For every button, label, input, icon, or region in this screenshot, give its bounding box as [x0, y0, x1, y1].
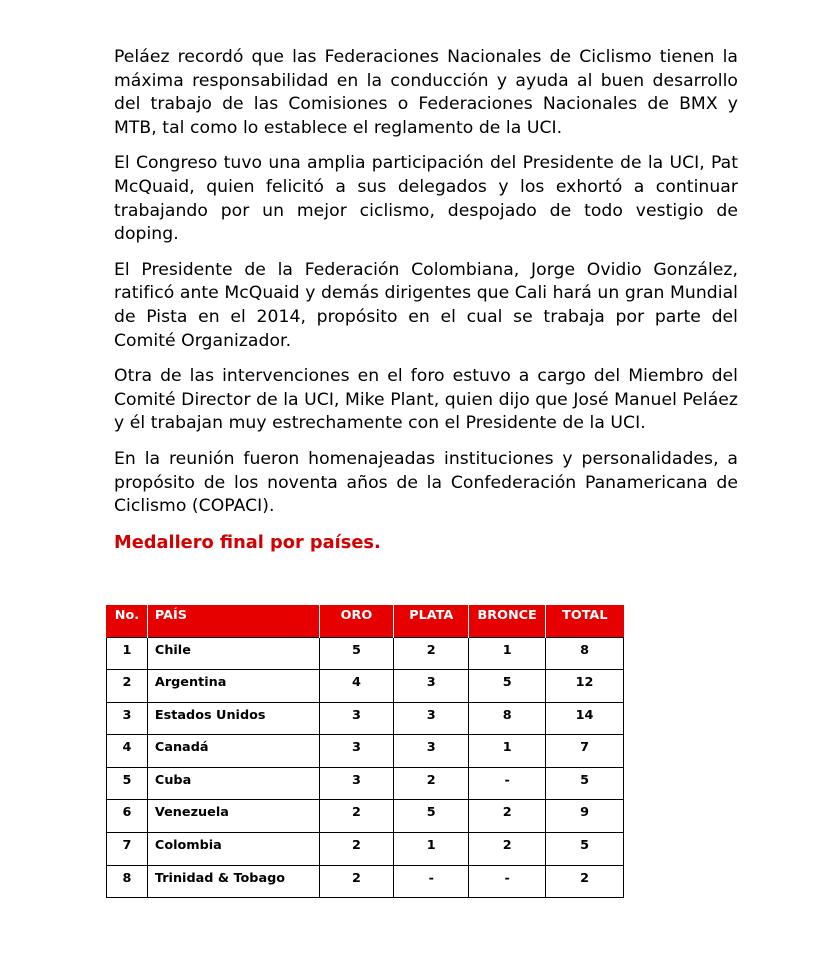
cell-total: 5: [546, 767, 624, 800]
medal-table: [106, 605, 624, 898]
header-plata: PLATA: [394, 605, 469, 637]
table-row: [107, 767, 624, 800]
header-total: TOTAL: [546, 605, 624, 637]
cell-plata: 3: [394, 735, 469, 768]
cell-bronce: 2: [469, 800, 546, 833]
cell-pais: Estados Unidos: [147, 702, 319, 735]
section-title: Medallero final por países.: [114, 531, 381, 553]
cell-oro: 3: [319, 702, 394, 735]
cell-bronce: 8: [469, 702, 546, 735]
cell-pais: Chile: [147, 637, 319, 670]
cell-pais: Venezuela: [147, 800, 319, 833]
header-bronce: BRONCE: [469, 605, 546, 637]
cell-bronce: 1: [469, 637, 546, 670]
header-pais: PAÍS: [147, 605, 319, 637]
paragraph-4: Otra de las intervenciones en el foro estuvo a cargo del Miembro del Comité Director de la UCI, Mike Plant, quien dijo que José Manuel Peláez y él trabajan muy estrechamente con el Presidente de la UCI.: [114, 366, 738, 434]
cell-no: 7: [107, 833, 148, 866]
cell-pais: Argentina: [147, 670, 319, 703]
cell-oro: 5: [319, 637, 394, 670]
cell-no: 4: [107, 735, 148, 768]
cell-pais: Canadá: [147, 735, 319, 768]
cell-total: 5: [546, 833, 624, 866]
cell-plata: 3: [394, 702, 469, 735]
table-row: [107, 670, 624, 703]
cell-plata: 2: [394, 767, 469, 800]
header-oro: ORO: [319, 605, 394, 637]
header-no: No.: [107, 605, 148, 637]
cell-bronce: 5: [469, 670, 546, 703]
cell-oro: 2: [319, 800, 394, 833]
table-row: [107, 833, 624, 866]
cell-total: 2: [546, 865, 624, 898]
cell-no: 1: [107, 637, 148, 670]
cell-no: 8: [107, 865, 148, 898]
table-row: [107, 865, 624, 898]
cell-no: 2: [107, 670, 148, 703]
cell-oro: 2: [319, 865, 394, 898]
cell-total: 8: [546, 637, 624, 670]
cell-bronce: 2: [469, 833, 546, 866]
table-header-row: [107, 605, 624, 637]
paragraph-3: El Presidente de la Federación Colombiana, Jorge Ovidio González, ratificó ante McQuaid y demás dirigentes que Cali hará un gran Mundial de Pista en el 2014, propósito en el cual se trabaja por parte del Comité Organizador.: [114, 259, 738, 351]
article-body: [114, 46, 738, 555]
cell-pais: Trinidad & Tobago: [147, 865, 319, 898]
cell-plata: 3: [394, 670, 469, 703]
cell-no: 6: [107, 800, 148, 833]
paragraph-5: En la reunión fueron homenajeadas instituciones y personalidades, a propósito de los noventa años de la Confederación Panamericana de Ciclismo (COPACI).: [114, 448, 738, 517]
cell-pais: Colombia: [147, 833, 319, 866]
cell-plata: 5: [394, 800, 469, 833]
cell-total: 7: [546, 735, 624, 768]
cell-plata: -: [394, 865, 469, 898]
cell-bronce: -: [469, 865, 546, 898]
table-row: [107, 800, 624, 833]
paragraph-1: Peláez recordó que las Federaciones Nacionales de Ciclismo tienen la máxima responsabilidad en la conducción y ayuda al buen desarrollo del trabajo de las Comisiones o Federaciones Nacionales de BMX y MTB, tal como lo establece el reglamento de la UCI.: [114, 47, 738, 138]
cell-total: 9: [546, 800, 624, 833]
cell-bronce: 1: [469, 735, 546, 768]
paragraph-2: El Congreso tuvo una amplia participación del Presidente de la UCI, Pat McQuaid, quien felicitó a sus delegados y los exhortó a continuar trabajando por un mejor ciclismo, despojado de todo vestigio de doping.: [114, 153, 738, 245]
table-row: [107, 735, 624, 768]
cell-oro: 4: [319, 670, 394, 703]
cell-oro: 3: [319, 767, 394, 800]
cell-plata: 1: [394, 833, 469, 866]
table-row: [107, 702, 624, 735]
cell-oro: 3: [319, 735, 394, 768]
cell-bronce: -: [469, 767, 546, 800]
cell-plata: 2: [394, 637, 469, 670]
cell-oro: 2: [319, 833, 394, 866]
table-row: [107, 637, 624, 670]
cell-total: 12: [546, 670, 624, 703]
cell-pais: Cuba: [147, 767, 319, 800]
cell-no: 5: [107, 767, 148, 800]
cell-no: 3: [107, 702, 148, 735]
cell-total: 14: [546, 702, 624, 735]
